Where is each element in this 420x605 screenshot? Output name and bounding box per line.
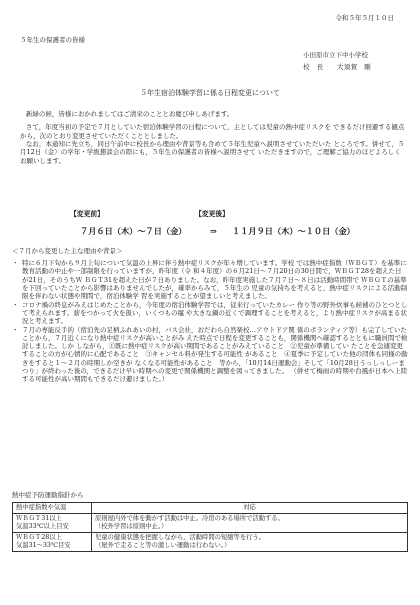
table-heading: 熱中症予防運動指針から (12, 491, 84, 499)
action-cell (92, 533, 408, 552)
document-date: 令和５年５月１０日 (335, 14, 394, 22)
wbgt-level: ＷＢＧＴ28以上 (16, 534, 62, 542)
action-note: （校外学習は原則中止。） (95, 523, 168, 531)
paragraph-purpose: さて，年度当初の予定で７月としていた宿泊体験学習の日程について，主としては児童の熱中症リスクを できるだけ回避する観点から，次のとおり変更させていただくこととしました。 (20, 123, 405, 140)
reason-item (12, 326, 408, 384)
action-note: （屋外で走ること等の激しい運動は行わない。） (95, 542, 231, 550)
before-label: 【変更前】 (70, 210, 104, 218)
reason-text: コロナ禍の終息がみえはじめたことから，今年度の宿泊体験学習では，従来行っていたカレー 作り等の野外炊事も候補のひとつとして考えられます。薪をつかって火を扱い，いくつもの竈 や大きな鍋の近くで調理することを考えると，より熱中症リスクが高まる状況と考えます。 (22, 300, 408, 326)
column-header-action: 対応 (92, 503, 408, 514)
reasons-list (12, 259, 408, 384)
paragraph-notice: なお，本通知に先立ち，同日午前中に校長から理由や背景等も含めて５年生児童へ説明させていただいた ところです。併せて，５月12日（金）の学年・学級懇談会の際にも，５年生の保護者の皆様へ説明させて いただきますので，ご理解ご協力のほどよろしくお願いします。 (20, 139, 405, 165)
reason-item (12, 301, 408, 326)
table-row (13, 533, 408, 552)
bullet-marker: ・ (12, 300, 19, 309)
wbgt-level: ＷＢＧＴ31以上 (16, 515, 62, 523)
index-cell (13, 514, 92, 533)
after-dates: １１月９日（木）～１０日（金） (232, 226, 355, 236)
change-arrow: ⇒ (210, 226, 217, 236)
reason-item (12, 259, 408, 301)
heat-guideline-table (12, 502, 408, 552)
reason-text: 特に６月下旬から９月上旬について気温の上昇に伴う熱中症リスクが年々増しています。学校 では熱中症指数（ＷＢＧＴ）を基準に教育活動の中止や一部制限を行っていますが，昨年度（令 和４年度）の６月21日～７月20日の30日間で，ＷＢＧＴ28を超えた日が21日，そのうちＷ ＢＧＴ31を超えた日が７日ありました。なお，昨年度実施した７月７日～８日は活動時間帯で ＷＢＧＴの基準を下回っていたことから影響はありませんでしたが，確率からみて，５年生の 児童の気持ちを考えると，熱中症リスクによる活動制限を伴わない状態や期間で，宿泊体験学 習を実施することが望ましいと考えました。 (22, 259, 408, 301)
before-dates: ７月６日（木）～７日（金） (80, 226, 187, 236)
principal-name: 校 長 大須賀 剛 (303, 63, 371, 71)
index-cell (13, 533, 92, 552)
bullet-marker: ・ (12, 325, 19, 334)
after-label: 【変更後】 (195, 210, 229, 218)
temperature-level: 気温31～33℃目安 (16, 542, 71, 550)
action-main: 原則屋内外で体を動かす活動は中止。冷房のある場所で活動する。 (95, 515, 284, 523)
column-header-index: 熱中症指数や気温 (13, 503, 92, 514)
intro-section (20, 110, 405, 165)
document-title: ５年生宿泊体験学習に係る日程変更について (140, 89, 280, 97)
bullet-marker: ・ (12, 259, 19, 267)
action-cell (92, 514, 408, 533)
table-row (13, 514, 408, 533)
reason-text: ７月の専能反手的（宿泊先の足柄ふれあいの村，バス会社，おだわら自然楽校…アウトドア関 係のボランティア等）も完了していたことから，７月近くになり熱中症リスクが高いことがみ えた時点で日程を変更することも，関係機関へ確認するとともに職員間で検討しました。しか しながら，①既に熱中症リスクが高い期間であることがみえていること ②児童が準備してい たことを急遽変更することの方が心情的に心配であること ③キャンセル料が発生する可能性 があること ④夏季に予定していた他の団体も同様の動きをすると１～２月の時期しか空きが なくなる可能性があること 等から，「10月14日運動会」そして「10月28日うっしっしーま つり」が終わった後の，できるだけ早い時期への変更で関係機関と調整を図ってきました。 （併せて梅雨の時期や台風が日本へ上陸する可能性が高い期間もできるだけ避けました。） (22, 325, 408, 384)
paragraph-greeting: 新緑の候，皆様におかれましてはご清栄のこととお慶び申しあげます。 (25, 110, 234, 118)
recipient-line: ５年生の保護者の皆様 (20, 36, 85, 44)
temperature-level: 気温33℃以上目安 (16, 523, 69, 531)
action-main: 児童の健康状態を把握しながら，活動時間の短縮等を行う。 (95, 534, 266, 542)
school-name: 小田原市立下中小学校 (303, 51, 368, 59)
table-header-row (13, 503, 408, 514)
reasons-heading: ＜７月から変更した主な理由や背景＞ (12, 247, 123, 255)
